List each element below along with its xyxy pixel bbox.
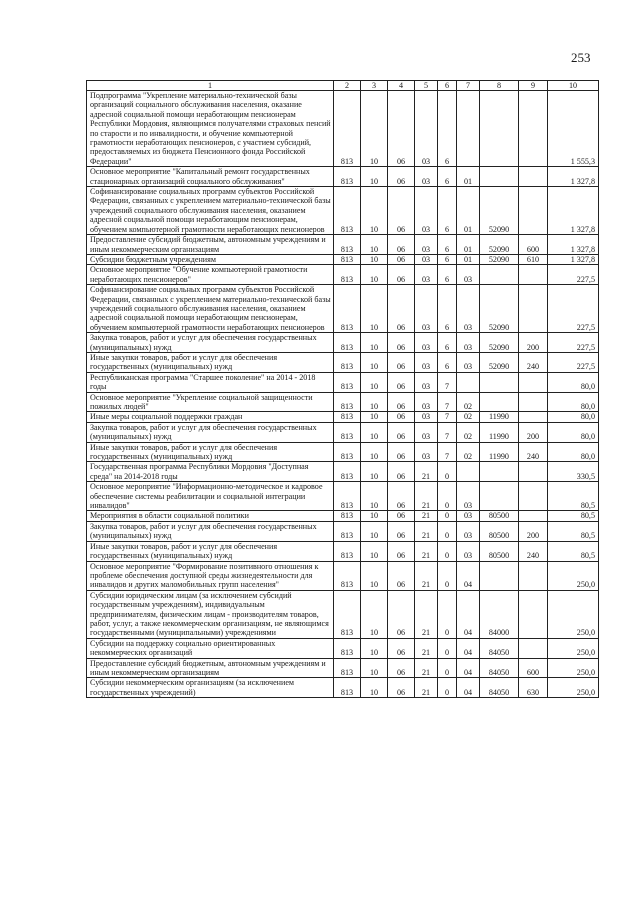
program-code-cell: 21 (415, 521, 438, 541)
subprogram-code-cell: 0 (438, 482, 457, 511)
subsection-code-cell: 06 (388, 442, 415, 462)
section-code-cell: 10 (361, 521, 388, 541)
expense-type-code-cell (519, 482, 548, 511)
table-row (87, 442, 599, 462)
activity-code-cell: 02 (457, 412, 480, 422)
amount-cell: 1 327,8 (548, 235, 599, 255)
expense-type-code-cell: 240 (519, 541, 548, 561)
section-code-cell: 10 (361, 541, 388, 561)
table-row (87, 521, 599, 541)
direction-code-cell: 52090 (480, 333, 519, 353)
column-header-7: 7 (457, 81, 480, 91)
column-header-9: 9 (519, 81, 548, 91)
activity-code-cell (457, 91, 480, 167)
subprogram-code-cell: 0 (438, 678, 457, 698)
program-code-cell: 21 (415, 511, 438, 521)
row-name-cell: Иные меры социальной поддержки граждан (87, 412, 334, 422)
activity-code-cell (457, 372, 480, 392)
direction-code-cell: 52090 (480, 254, 519, 264)
subprogram-code-cell: 0 (438, 590, 457, 638)
subsection-code-cell: 06 (388, 352, 415, 372)
program-code-cell: 03 (415, 187, 438, 235)
ministry-code-cell: 813 (334, 372, 361, 392)
expense-type-code-cell (519, 638, 548, 658)
direction-code-cell (480, 265, 519, 285)
amount-cell: 1 327,8 (548, 167, 599, 187)
activity-code-cell: 03 (457, 285, 480, 333)
row-name-cell: Основное мероприятие "Капитальный ремонт государственных стационарных организаций социального обслуживания" (87, 167, 334, 187)
section-code-cell: 10 (361, 91, 388, 167)
amount-cell: 80,5 (548, 521, 599, 541)
amount-cell: 80,0 (548, 372, 599, 392)
direction-code-cell: 52090 (480, 235, 519, 255)
ministry-code-cell: 813 (334, 187, 361, 235)
activity-code-cell: 02 (457, 392, 480, 412)
row-name-cell: Основное мероприятие "Формирование позитивного отношения к проблеме обеспечения доступной среды жизнедеятельности для инвалидов и других маломобильных групп населения" (87, 561, 334, 590)
section-code-cell: 10 (361, 482, 388, 511)
program-code-cell: 21 (415, 462, 438, 482)
subsection-code-cell: 06 (388, 541, 415, 561)
subsection-code-cell: 06 (388, 521, 415, 541)
ministry-code-cell: 813 (334, 658, 361, 678)
subprogram-code-cell: 6 (438, 333, 457, 353)
column-header-3: 3 (361, 81, 388, 91)
expense-type-code-cell: 200 (519, 521, 548, 541)
row-name-cell: Основное мероприятие "Укрепление социальной защищенности пожилых людей" (87, 392, 334, 412)
ministry-code-cell: 813 (334, 392, 361, 412)
section-code-cell: 10 (361, 678, 388, 698)
expense-type-code-cell (519, 372, 548, 392)
activity-code-cell: 04 (457, 561, 480, 590)
row-name-cell: Иные закупки товаров, работ и услуг для обеспечения государственных (муниципальных) нужд (87, 352, 334, 372)
ministry-code-cell: 813 (334, 422, 361, 442)
section-code-cell: 10 (361, 285, 388, 333)
amount-cell: 80,5 (548, 482, 599, 511)
direction-code-cell: 11990 (480, 422, 519, 442)
subsection-code-cell: 06 (388, 678, 415, 698)
subsection-code-cell: 06 (388, 285, 415, 333)
program-code-cell: 03 (415, 392, 438, 412)
direction-code-cell: 80500 (480, 511, 519, 521)
column-header-6: 6 (438, 81, 457, 91)
section-code-cell: 10 (361, 187, 388, 235)
row-name-cell: Субсидии юридическим лицам (за исключением субсидий государственным учреждениям), индивидуальным предпринимателям, физическим лицам - производителям товаров, работ, услуг, а также некоммерческим организациям, не являющимся государственными (муниципальными) учреждениями (87, 590, 334, 638)
subsection-code-cell: 06 (388, 658, 415, 678)
amount-cell: 250,0 (548, 678, 599, 698)
activity-code-cell: 03 (457, 352, 480, 372)
row-name-cell: Предоставление субсидий бюджетным, автономным учреждениям и иным некоммерческим организациям (87, 658, 334, 678)
table-row (87, 187, 599, 235)
expense-type-code-cell (519, 511, 548, 521)
row-name-cell: Субсидии на поддержку социально ориентированных некоммерческих организаций (87, 638, 334, 658)
ministry-code-cell: 813 (334, 333, 361, 353)
direction-code-cell (480, 167, 519, 187)
row-name-cell: Подпрограмма "Укрепление материально-технической базы организаций социального обслуживания населения, оказание адресной социальной помощи неработающим пенсионерам Республики Мордовия, являющимся получателями страховых пенсий по старости и по инвалидности, и обучение компьютерной грамотности неработающих пенсионеров, с участием субсидий, предоставляемых из бюджета Пенсионного фонда Российской Федерации" (87, 91, 334, 167)
amount-cell: 227,5 (548, 265, 599, 285)
activity-code-cell: 01 (457, 167, 480, 187)
section-code-cell: 10 (361, 511, 388, 521)
program-code-cell: 21 (415, 658, 438, 678)
amount-cell: 227,5 (548, 285, 599, 333)
program-code-cell: 03 (415, 167, 438, 187)
amount-cell: 1 327,8 (548, 254, 599, 264)
subprogram-code-cell: 0 (438, 638, 457, 658)
program-code-cell: 03 (415, 412, 438, 422)
table-row (87, 590, 599, 638)
program-code-cell: 03 (415, 91, 438, 167)
ministry-code-cell: 813 (334, 91, 361, 167)
subsection-code-cell: 06 (388, 422, 415, 442)
row-name-cell: Иные закупки товаров, работ и услуг для обеспечения государственных (муниципальных) нужд (87, 541, 334, 561)
table-row (87, 333, 599, 353)
section-code-cell: 10 (361, 254, 388, 264)
expense-type-code-cell (519, 561, 548, 590)
expense-type-code-cell (519, 590, 548, 638)
activity-code-cell: 03 (457, 541, 480, 561)
subsection-code-cell: 06 (388, 392, 415, 412)
column-header-1: 1 (87, 81, 334, 91)
subsection-code-cell: 06 (388, 511, 415, 521)
column-header-8: 8 (480, 81, 519, 91)
activity-code-cell: 04 (457, 658, 480, 678)
subsection-code-cell: 06 (388, 254, 415, 264)
table-row (87, 285, 599, 333)
subprogram-code-cell: 6 (438, 167, 457, 187)
expense-type-code-cell: 240 (519, 352, 548, 372)
ministry-code-cell: 813 (334, 521, 361, 541)
subsection-code-cell: 06 (388, 265, 415, 285)
ministry-code-cell: 813 (334, 638, 361, 658)
section-code-cell: 10 (361, 333, 388, 353)
table-row (87, 235, 599, 255)
ministry-code-cell: 813 (334, 561, 361, 590)
subsection-code-cell: 06 (388, 462, 415, 482)
row-name-cell: Субсидии некоммерческим организациям (за исключением государственных учреждений) (87, 678, 334, 698)
direction-code-cell: 11990 (480, 442, 519, 462)
subsection-code-cell: 06 (388, 333, 415, 353)
program-code-cell: 03 (415, 285, 438, 333)
activity-code-cell: 03 (457, 521, 480, 541)
expense-type-code-cell (519, 462, 548, 482)
program-code-cell: 21 (415, 561, 438, 590)
subprogram-code-cell: 7 (438, 372, 457, 392)
ministry-code-cell: 813 (334, 590, 361, 638)
ministry-code-cell: 813 (334, 678, 361, 698)
table-row (87, 412, 599, 422)
program-code-cell: 03 (415, 265, 438, 285)
activity-code-cell: 02 (457, 442, 480, 462)
table-row (87, 372, 599, 392)
amount-cell: 1 327,8 (548, 187, 599, 235)
row-name-cell: Софинансирование социальных программ субъектов Российской Федерации, связанных с укреплением материально-технической базы учреждений социального обслуживания населения, оказанием адресной социальной помощи неработающим пенсионерам, обучением компьютерной грамотности неработающих пенсионеров (87, 187, 334, 235)
activity-code-cell: 01 (457, 235, 480, 255)
ministry-code-cell: 813 (334, 442, 361, 462)
row-name-cell: Основное мероприятие "Информационно-методическое и кадровое обеспечение системы реабилитации и социальной интеграции инвалидов" (87, 482, 334, 511)
expense-type-code-cell (519, 412, 548, 422)
expense-type-code-cell: 200 (519, 333, 548, 353)
subprogram-code-cell: 7 (438, 412, 457, 422)
direction-code-cell (480, 561, 519, 590)
amount-cell: 330,5 (548, 462, 599, 482)
activity-code-cell: 04 (457, 678, 480, 698)
subprogram-code-cell: 6 (438, 352, 457, 372)
expense-type-code-cell (519, 285, 548, 333)
program-code-cell: 21 (415, 678, 438, 698)
row-name-cell: Иные закупки товаров, работ и услуг для обеспечения государственных (муниципальных) нужд (87, 442, 334, 462)
section-code-cell: 10 (361, 658, 388, 678)
ministry-code-cell: 813 (334, 482, 361, 511)
section-code-cell: 10 (361, 590, 388, 638)
column-header-4: 4 (388, 81, 415, 91)
direction-code-cell (480, 462, 519, 482)
activity-code-cell: 01 (457, 187, 480, 235)
ministry-code-cell: 813 (334, 167, 361, 187)
table-row (87, 167, 599, 187)
direction-code-cell (480, 392, 519, 412)
amount-cell: 80,0 (548, 392, 599, 412)
amount-cell: 80,0 (548, 422, 599, 442)
program-code-cell: 03 (415, 333, 438, 353)
activity-code-cell: 04 (457, 638, 480, 658)
section-code-cell: 10 (361, 442, 388, 462)
expense-type-code-cell (519, 91, 548, 167)
table-row (87, 561, 599, 590)
expense-type-code-cell (519, 187, 548, 235)
subprogram-code-cell: 7 (438, 442, 457, 462)
row-name-cell: Закупка товаров, работ и услуг для обеспечения государственных (муниципальных) нужд (87, 521, 334, 541)
ministry-code-cell: 813 (334, 235, 361, 255)
ministry-code-cell: 813 (334, 265, 361, 285)
row-name-cell: Субсидии бюджетным учреждениям (87, 254, 334, 264)
subsection-code-cell: 06 (388, 91, 415, 167)
table-row (87, 638, 599, 658)
subprogram-code-cell: 0 (438, 462, 457, 482)
section-code-cell: 10 (361, 392, 388, 412)
amount-cell: 80,5 (548, 541, 599, 561)
expense-type-code-cell (519, 167, 548, 187)
expense-type-code-cell: 240 (519, 442, 548, 462)
amount-cell: 80,0 (548, 442, 599, 462)
program-code-cell: 21 (415, 541, 438, 561)
expense-type-code-cell: 630 (519, 678, 548, 698)
amount-cell: 80,5 (548, 511, 599, 521)
amount-cell: 227,5 (548, 333, 599, 353)
ministry-code-cell: 813 (334, 541, 361, 561)
subprogram-code-cell: 6 (438, 254, 457, 264)
subsection-code-cell: 06 (388, 372, 415, 392)
direction-code-cell: 84000 (480, 590, 519, 638)
subprogram-code-cell: 6 (438, 265, 457, 285)
table-row (87, 678, 599, 698)
expense-type-code-cell: 200 (519, 422, 548, 442)
expense-type-code-cell (519, 392, 548, 412)
column-header-10: 10 (548, 81, 599, 91)
program-code-cell: 03 (415, 422, 438, 442)
amount-cell: 1 555,3 (548, 91, 599, 167)
section-code-cell: 10 (361, 167, 388, 187)
ministry-code-cell: 813 (334, 352, 361, 372)
amount-cell: 80,0 (548, 412, 599, 422)
activity-code-cell: 03 (457, 333, 480, 353)
subprogram-code-cell: 0 (438, 561, 457, 590)
row-name-cell: Государственная программа Республики Мордовия "Доступная среда" на 2014-2018 годы (87, 462, 334, 482)
column-header-2: 2 (334, 81, 361, 91)
row-name-cell: Мероприятия в области социальной политики (87, 511, 334, 521)
activity-code-cell: 03 (457, 482, 480, 511)
activity-code-cell: 03 (457, 511, 480, 521)
direction-code-cell: 52090 (480, 352, 519, 372)
direction-code-cell (480, 91, 519, 167)
program-code-cell: 03 (415, 254, 438, 264)
subprogram-code-cell: 6 (438, 235, 457, 255)
direction-code-cell: 11990 (480, 412, 519, 422)
activity-code-cell: 03 (457, 265, 480, 285)
row-name-cell: Предоставление субсидий бюджетным, автономным учреждениям и иным некоммерческим организациям (87, 235, 334, 255)
ministry-code-cell: 813 (334, 285, 361, 333)
subprogram-code-cell: 6 (438, 91, 457, 167)
direction-code-cell: 52090 (480, 187, 519, 235)
header-row (87, 81, 599, 91)
program-code-cell: 03 (415, 372, 438, 392)
row-name-cell: Софинансирование социальных программ субъектов Российской Федерации, связанных с укреплением материально-технической базы учреждений социального обслуживания населения, оказанием адресной социальной помощи неработающим пенсионерам, обучением компьютерной грамотности неработающих пенсионеров (87, 285, 334, 333)
column-header-5: 5 (415, 81, 438, 91)
row-name-cell: Основное мероприятие "Обучение компьютерной грамотности неработающих пенсионеров" (87, 265, 334, 285)
table-row (87, 91, 599, 167)
ministry-code-cell: 813 (334, 462, 361, 482)
subprogram-code-cell: 7 (438, 392, 457, 412)
subsection-code-cell: 06 (388, 482, 415, 511)
row-name-cell: Закупка товаров, работ и услуг для обеспечения государственных (муниципальных) нужд (87, 333, 334, 353)
program-code-cell: 21 (415, 638, 438, 658)
table-row (87, 658, 599, 678)
direction-code-cell: 80500 (480, 541, 519, 561)
program-code-cell: 03 (415, 235, 438, 255)
direction-code-cell: 84050 (480, 638, 519, 658)
table-row (87, 392, 599, 412)
program-code-cell: 21 (415, 590, 438, 638)
subprogram-code-cell: 0 (438, 658, 457, 678)
direction-code-cell: 80500 (480, 521, 519, 541)
activity-code-cell (457, 462, 480, 482)
amount-cell: 250,0 (548, 658, 599, 678)
ministry-code-cell: 813 (334, 254, 361, 264)
program-code-cell: 03 (415, 442, 438, 462)
subsection-code-cell: 06 (388, 638, 415, 658)
subsection-code-cell: 06 (388, 590, 415, 638)
subprogram-code-cell: 0 (438, 541, 457, 561)
direction-code-cell (480, 372, 519, 392)
subprogram-code-cell: 7 (438, 422, 457, 442)
section-code-cell: 10 (361, 412, 388, 422)
table-row (87, 254, 599, 264)
subsection-code-cell: 06 (388, 561, 415, 590)
expense-type-code-cell: 600 (519, 235, 548, 255)
amount-cell: 250,0 (548, 590, 599, 638)
ministry-code-cell: 813 (334, 412, 361, 422)
table-row (87, 511, 599, 521)
table-row (87, 541, 599, 561)
table-row (87, 352, 599, 372)
expense-type-code-cell: 610 (519, 254, 548, 264)
activity-code-cell: 02 (457, 422, 480, 442)
subsection-code-cell: 06 (388, 187, 415, 235)
direction-code-cell: 84050 (480, 658, 519, 678)
expense-type-code-cell (519, 265, 548, 285)
subprogram-code-cell: 0 (438, 511, 457, 521)
section-code-cell: 10 (361, 422, 388, 442)
expense-type-code-cell: 600 (519, 658, 548, 678)
section-code-cell: 10 (361, 265, 388, 285)
row-name-cell: Закупка товаров, работ и услуг для обеспечения государственных (муниципальных) нужд (87, 422, 334, 442)
subsection-code-cell: 06 (388, 235, 415, 255)
direction-code-cell: 84050 (480, 678, 519, 698)
section-code-cell: 10 (361, 352, 388, 372)
section-code-cell: 10 (361, 372, 388, 392)
table-row (87, 265, 599, 285)
section-code-cell: 10 (361, 638, 388, 658)
page-number: 253 (571, 50, 591, 65)
direction-code-cell: 52090 (480, 285, 519, 333)
section-code-cell: 10 (361, 462, 388, 482)
table-body (87, 91, 599, 698)
amount-cell: 250,0 (548, 638, 599, 658)
amount-cell: 227,5 (548, 352, 599, 372)
section-code-cell: 10 (361, 561, 388, 590)
subprogram-code-cell: 6 (438, 285, 457, 333)
budget-table (86, 80, 599, 698)
ministry-code-cell: 813 (334, 511, 361, 521)
table-row (87, 462, 599, 482)
section-code-cell: 10 (361, 235, 388, 255)
subsection-code-cell: 06 (388, 167, 415, 187)
activity-code-cell: 04 (457, 590, 480, 638)
row-name-cell: Республиканская программа "Старшее поколение" на 2014 - 2018 годы (87, 372, 334, 392)
activity-code-cell: 01 (457, 254, 480, 264)
amount-cell: 250,0 (548, 561, 599, 590)
subprogram-code-cell: 6 (438, 187, 457, 235)
program-code-cell: 03 (415, 352, 438, 372)
subsection-code-cell: 06 (388, 412, 415, 422)
subprogram-code-cell: 0 (438, 521, 457, 541)
table-row (87, 482, 599, 511)
program-code-cell: 21 (415, 482, 438, 511)
table-row (87, 422, 599, 442)
direction-code-cell (480, 482, 519, 511)
